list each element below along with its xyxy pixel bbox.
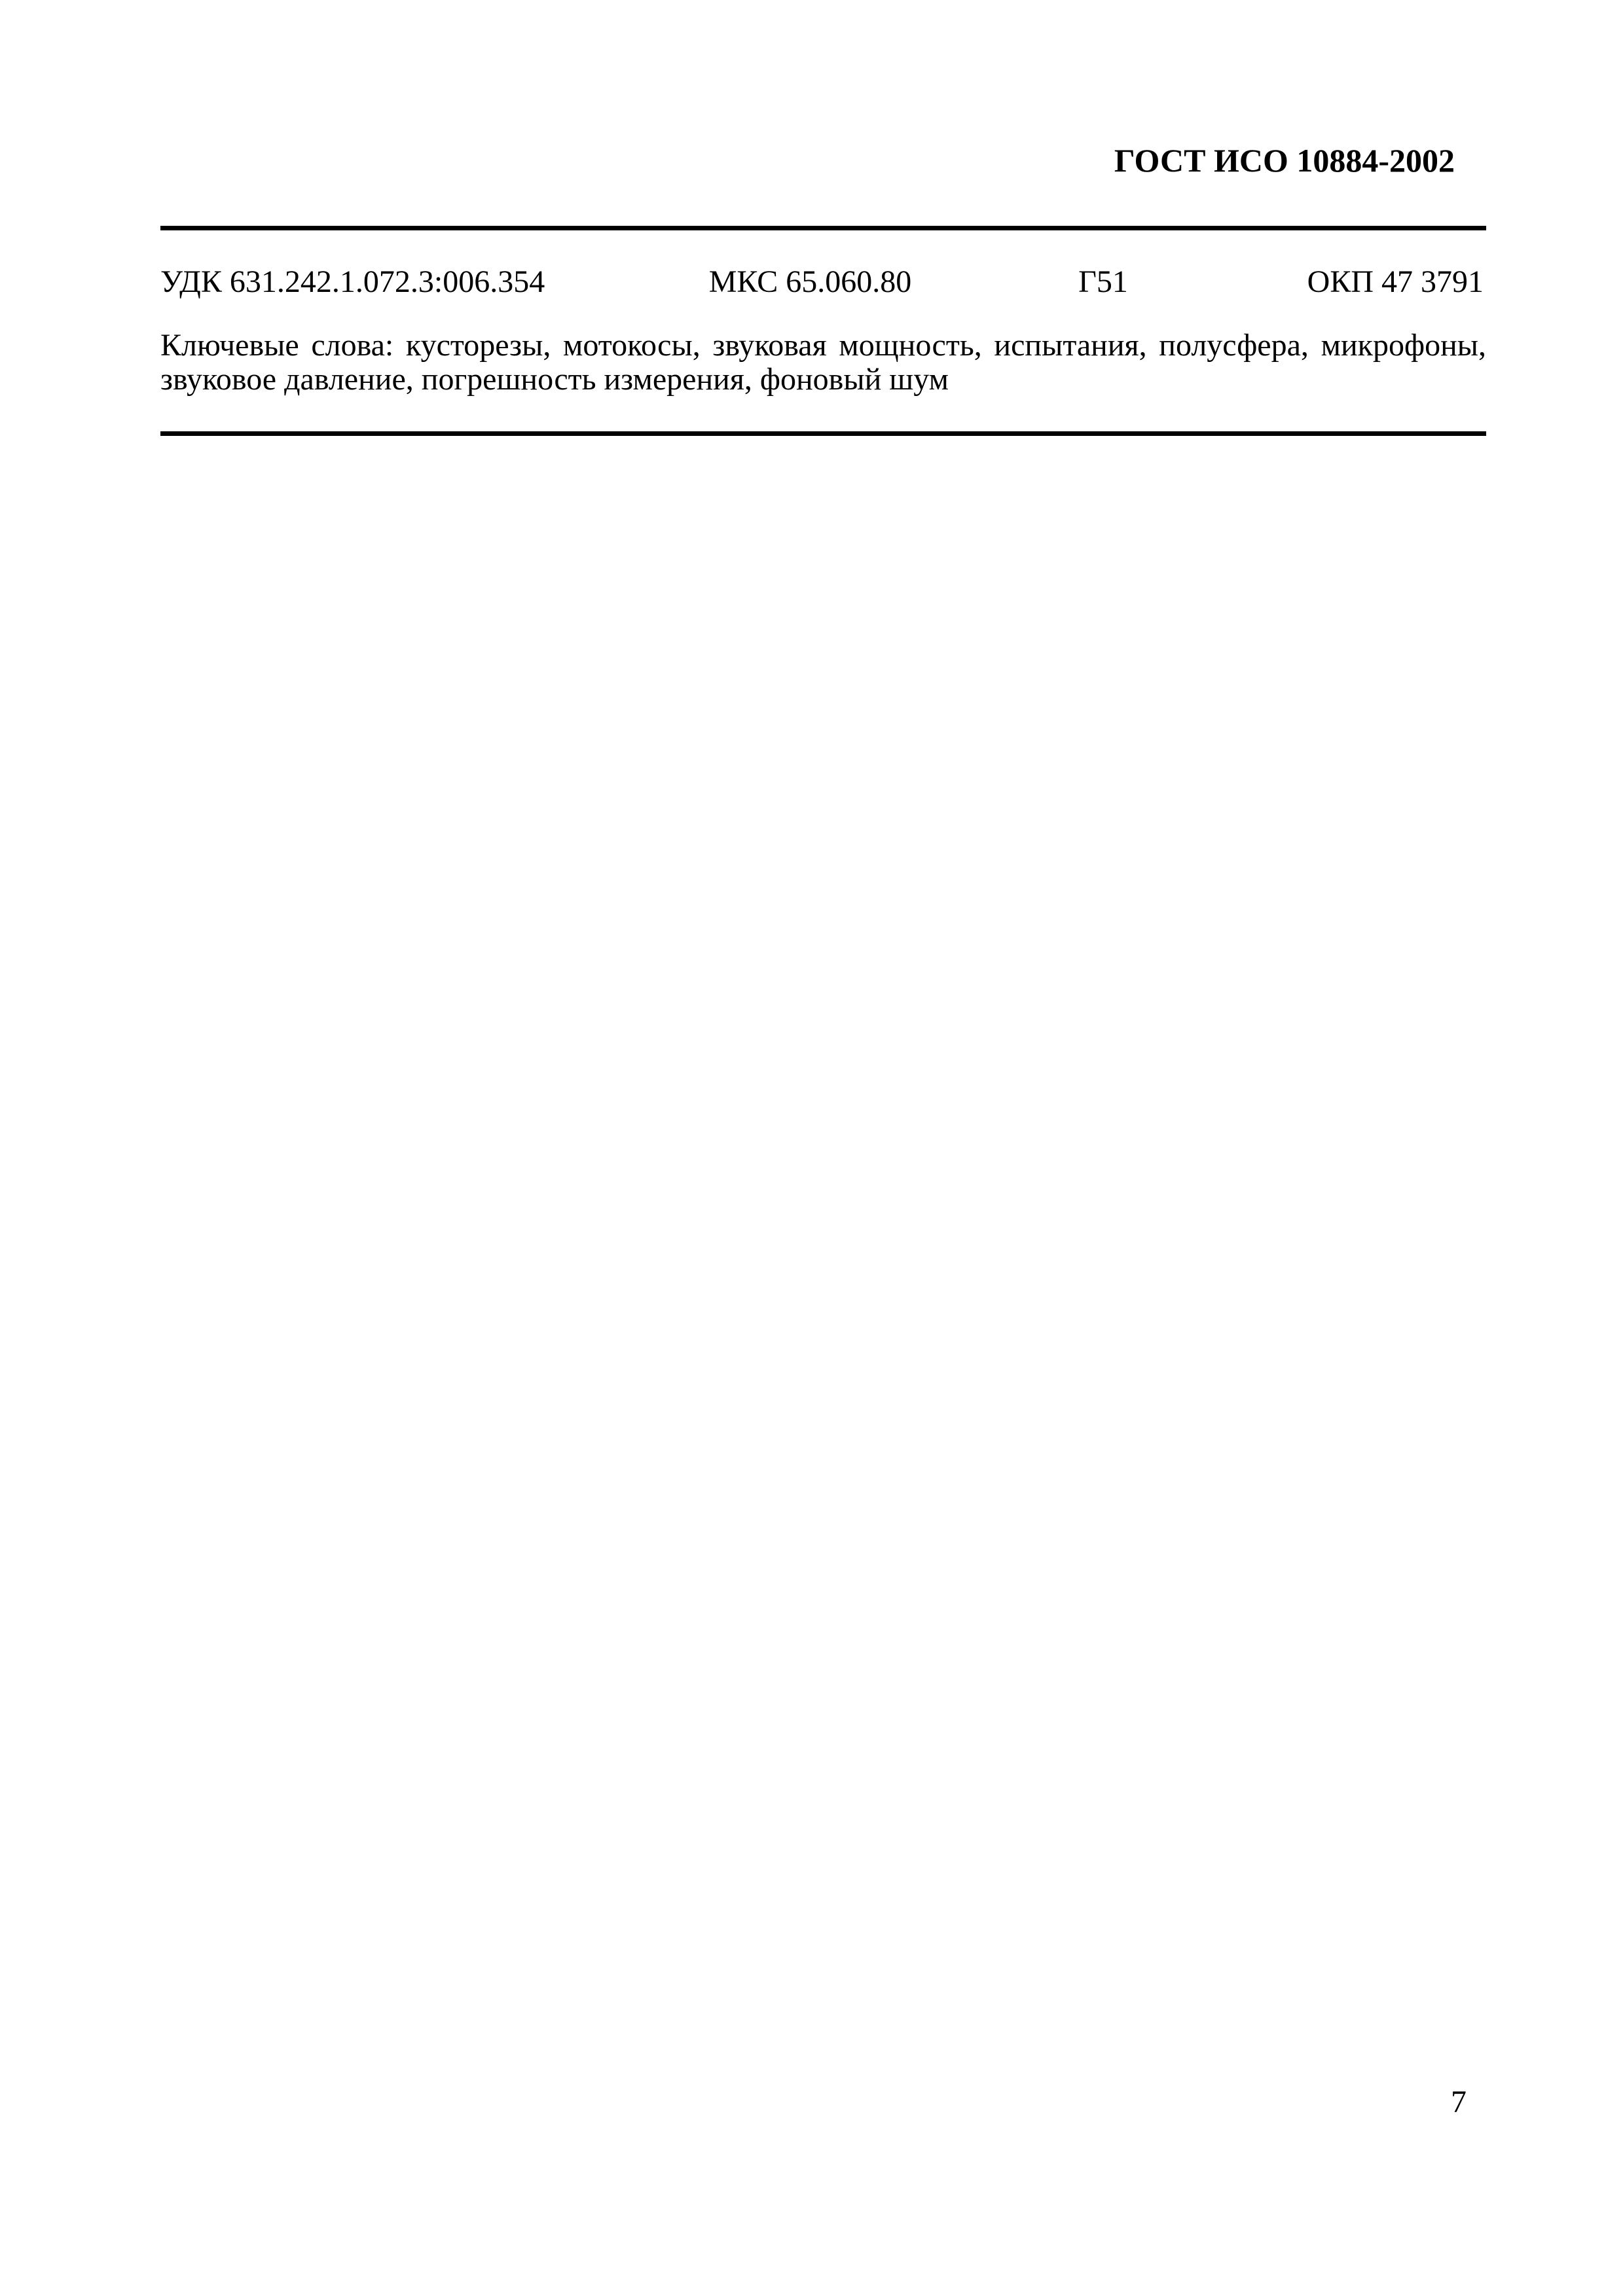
- group-code: Г51: [1078, 264, 1128, 299]
- horizontal-rule-top: [160, 226, 1486, 230]
- page-number: 7: [1451, 2085, 1467, 2119]
- udk-code: УДК 631.242.1.072.3:006.354: [160, 264, 545, 299]
- mks-code: МКС 65.060.80: [708, 264, 912, 299]
- standard-designation-header: ГОСТ ИСО 10884-2002: [1114, 142, 1455, 179]
- horizontal-rule-bottom: [160, 431, 1486, 436]
- okp-code: ОКП 47 3791: [1307, 264, 1484, 299]
- classification-codes-row: [160, 264, 1486, 300]
- keywords-line-2: звуковое давление, погрешность измерения, фоновый шум: [160, 362, 949, 397]
- keywords-paragraph: [160, 329, 1486, 397]
- keywords-line-1: Ключевые слова: кусторезы, мотокосы, звуковая мощность, испытания, полусфера, микрофоны,: [160, 328, 1486, 363]
